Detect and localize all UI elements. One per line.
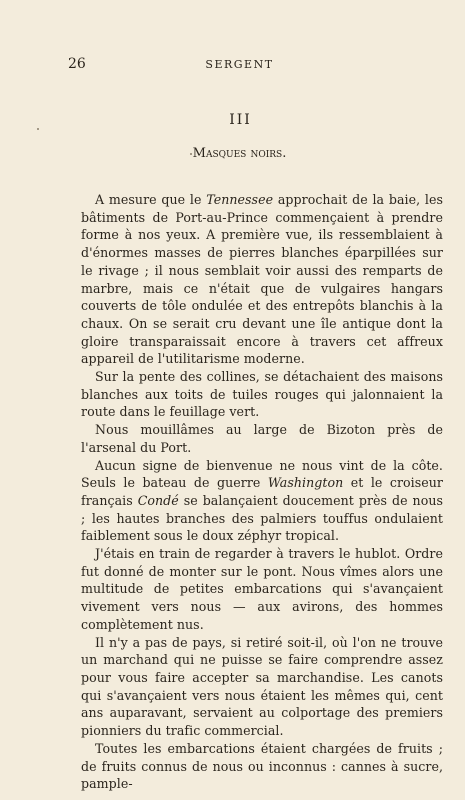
- chapter-title: Masques noirs.: [192, 146, 287, 161]
- italic-title: Condé: [137, 492, 179, 508]
- text-run: approchait de la baie, les bâtiments de Port-au-Prince commençaient à prendre forme à nos yeux. A première vue, ils ressemblaient à d'énormes masses de pierres blanches éparpillées sur le rivage ; il nous semblait voir aussi des remparts de marbre, mais ce n'était que de vulgaires hangars couverts de tôle ondulée et des entrepôts blanchis à la chaux. On se serait cru devant une île antique dont la gloire transparaissait encore à travers cet affreux appareil de l'utilitarisme moderne.: [81, 192, 443, 367]
- margin-speck: [37, 128, 39, 130]
- body-text: [81, 191, 443, 793]
- text-run: Sur la pente des collines, se détachaient des maisons blanches aux toits de tuiles rouges qui jalonnaient la route dans le feuillage vert.: [81, 369, 443, 420]
- paragraph: [81, 740, 443, 793]
- text-run: Toutes les embarcations étaient chargées de fruits ; de fruits connus de nous ou inconnus : cannes à sucre, pample-: [81, 740, 443, 792]
- text-run: se balançaient doucement près de nous ; les hautes branches des palmiers touffus ondulaient faiblement sous le doux zéphyr tropical.: [81, 492, 443, 544]
- title-speck: [190, 153, 192, 155]
- paragraph: [81, 421, 443, 456]
- text-run: Il n'y a pas de pays, si retiré soit-il, où l'on ne trouve un marchand qui ne puisse se faire comprendre assez pour vous faire accepter sa marchandise. Les canots qui s'avançaient vers nous étaient les mêmes qui, cent ans auparavant, servaient au colportage des premiers pionniers du trafic commercial.: [81, 634, 443, 739]
- paragraph: [81, 545, 443, 634]
- chapter-number: III: [229, 112, 252, 128]
- italic-title: Tennessee: [206, 192, 274, 207]
- text-run: Aucun signe de bienvenue ne nous vint de la côte. Seuls le bateau de guerre: [81, 457, 443, 491]
- text-run: J'étais en train de regarder à travers le hublot. Ordre fut donné de monter sur le pont. Nous vîmes alors une multitude de petites embarcations qui s'avançaient vivement vers nous — aux avirons, des hommes complètement nus.: [81, 546, 443, 632]
- text-run: et le croiseur français: [81, 475, 444, 508]
- italic-title: Washington: [267, 475, 344, 491]
- page-header: [0, 56, 465, 76]
- text-run: Nous mouillâmes au large de Bizoton près de l'arsenal du Port.: [81, 422, 443, 455]
- paragraph: [81, 457, 443, 546]
- page-number: 26: [68, 56, 86, 72]
- paragraph: [81, 368, 443, 421]
- paragraph: [81, 191, 443, 368]
- running-head: SERGENT: [205, 58, 274, 71]
- paragraph: [81, 634, 443, 740]
- text-run: A mesure que le: [95, 192, 207, 207]
